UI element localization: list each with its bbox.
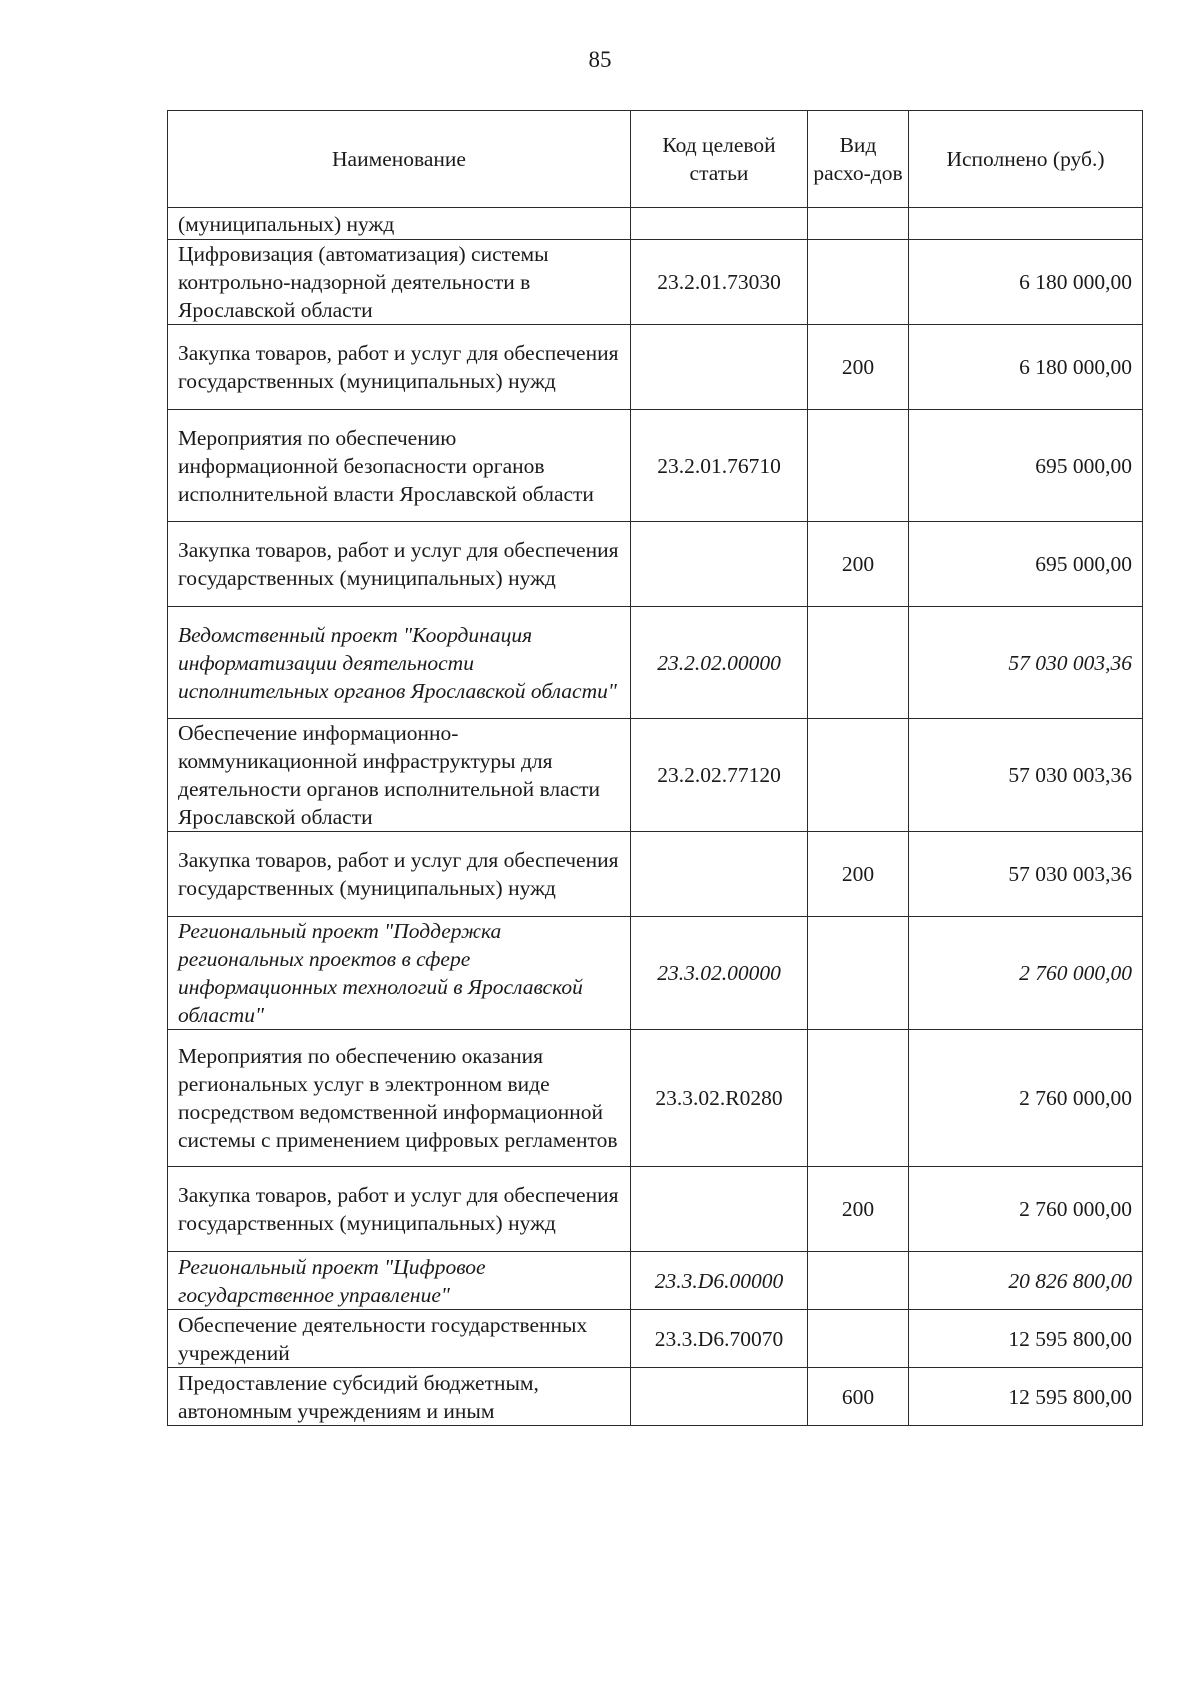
header-amount: Исполнено (руб.) (909, 111, 1143, 208)
cell-amount: 20 826 800,00 (909, 1252, 1143, 1310)
cell-name: Предоставление субсидий бюджетным, автономным учреждениям и иным (168, 1368, 631, 1426)
cell-code: 23.3.D6.70070 (631, 1310, 808, 1368)
cell-name: Закупка товаров, работ и услуг для обеспечения государственных (муниципальных) нужд (168, 832, 631, 917)
cell-kind (808, 719, 909, 832)
table-body (168, 208, 1143, 1426)
cell-code: 23.2.02.00000 (631, 607, 808, 719)
cell-code (631, 1167, 808, 1252)
cell-kind (808, 607, 909, 719)
cell-code (631, 1368, 808, 1426)
cell-amount: 2 760 000,00 (909, 1030, 1143, 1167)
cell-amount: 57 030 003,36 (909, 832, 1143, 917)
cell-kind (808, 208, 909, 240)
cell-code: 23.2.01.73030 (631, 240, 808, 325)
cell-name: (муниципальных) нужд (168, 208, 631, 240)
header-code: Код целевой статьи (631, 111, 808, 208)
table-row (168, 832, 1143, 917)
cell-name: Ведомственный проект "Координация информатизации деятельности исполнительных органов Ярославской области" (168, 607, 631, 719)
cell-name: Закупка товаров, работ и услуг для обеспечения государственных (муниципальных) нужд (168, 325, 631, 410)
table-row (168, 607, 1143, 719)
cell-amount: 2 760 000,00 (909, 1167, 1143, 1252)
cell-code (631, 208, 808, 240)
cell-amount (909, 208, 1143, 240)
table-row (168, 1030, 1143, 1167)
cell-amount: 6 180 000,00 (909, 240, 1143, 325)
cell-amount: 57 030 003,36 (909, 719, 1143, 832)
cell-amount: 695 000,00 (909, 410, 1143, 522)
cell-code (631, 325, 808, 410)
cell-name: Мероприятия по обеспечению оказания региональных услуг в электронном виде посредством ведомственной информационной системы с применением цифровых регламентов (168, 1030, 631, 1167)
cell-code: 23.2.02.77120 (631, 719, 808, 832)
cell-name: Обеспечение информационно-коммуникационной инфраструктуры для деятельности органов исполнительной власти Ярославской области (168, 719, 631, 832)
cell-code: 23.3.D6.00000 (631, 1252, 808, 1310)
cell-kind: 200 (808, 832, 909, 917)
table-row (168, 325, 1143, 410)
table-row (168, 1310, 1143, 1368)
header-kind: Вид расхо-дов (808, 111, 909, 208)
table-row (168, 1167, 1143, 1252)
cell-code: 23.3.02.R0280 (631, 1030, 808, 1167)
cell-kind: 200 (808, 325, 909, 410)
cell-kind: 200 (808, 522, 909, 607)
cell-kind (808, 240, 909, 325)
cell-code: 23.3.02.00000 (631, 917, 808, 1030)
cell-name: Закупка товаров, работ и услуг для обеспечения государственных (муниципальных) нужд (168, 1167, 631, 1252)
cell-code (631, 832, 808, 917)
cell-name: Обеспечение деятельности государственных учреждений (168, 1310, 631, 1368)
cell-amount: 12 595 800,00 (909, 1310, 1143, 1368)
table-row (168, 1368, 1143, 1426)
cell-name: Мероприятия по обеспечению информационной безопасности органов исполнительной власти Ярославской области (168, 410, 631, 522)
cell-kind (808, 410, 909, 522)
cell-amount: 695 000,00 (909, 522, 1143, 607)
table-row (168, 1252, 1143, 1310)
cell-code: 23.2.01.76710 (631, 410, 808, 522)
cell-code (631, 522, 808, 607)
table-row (168, 719, 1143, 832)
cell-kind (808, 1310, 909, 1368)
table-row (168, 410, 1143, 522)
page-number: 85 (588, 47, 612, 72)
budget-execution-table (167, 110, 1143, 1426)
table-row (168, 917, 1143, 1030)
cell-kind (808, 1030, 909, 1167)
cell-kind: 200 (808, 1167, 909, 1252)
header-name: Наименование (168, 111, 631, 208)
cell-name: Закупка товаров, работ и услуг для обеспечения государственных (муниципальных) нужд (168, 522, 631, 607)
table-row (168, 240, 1143, 325)
table-header-row (168, 111, 1143, 208)
table-row (168, 208, 1143, 240)
cell-amount: 57 030 003,36 (909, 607, 1143, 719)
table-row (168, 522, 1143, 607)
cell-name: Региональный проект "Поддержка региональных проектов в сфере информационных технологий в Ярославской области" (168, 917, 631, 1030)
cell-kind (808, 1252, 909, 1310)
cell-name: Региональный проект "Цифровое государственное управление" (168, 1252, 631, 1310)
cell-kind: 600 (808, 1368, 909, 1426)
cell-kind (808, 917, 909, 1030)
cell-amount: 2 760 000,00 (909, 917, 1143, 1030)
cell-amount: 12 595 800,00 (909, 1368, 1143, 1426)
cell-name: Цифровизация (автоматизация) системы контрольно-надзорной деятельности в Ярославской области (168, 240, 631, 325)
cell-amount: 6 180 000,00 (909, 325, 1143, 410)
